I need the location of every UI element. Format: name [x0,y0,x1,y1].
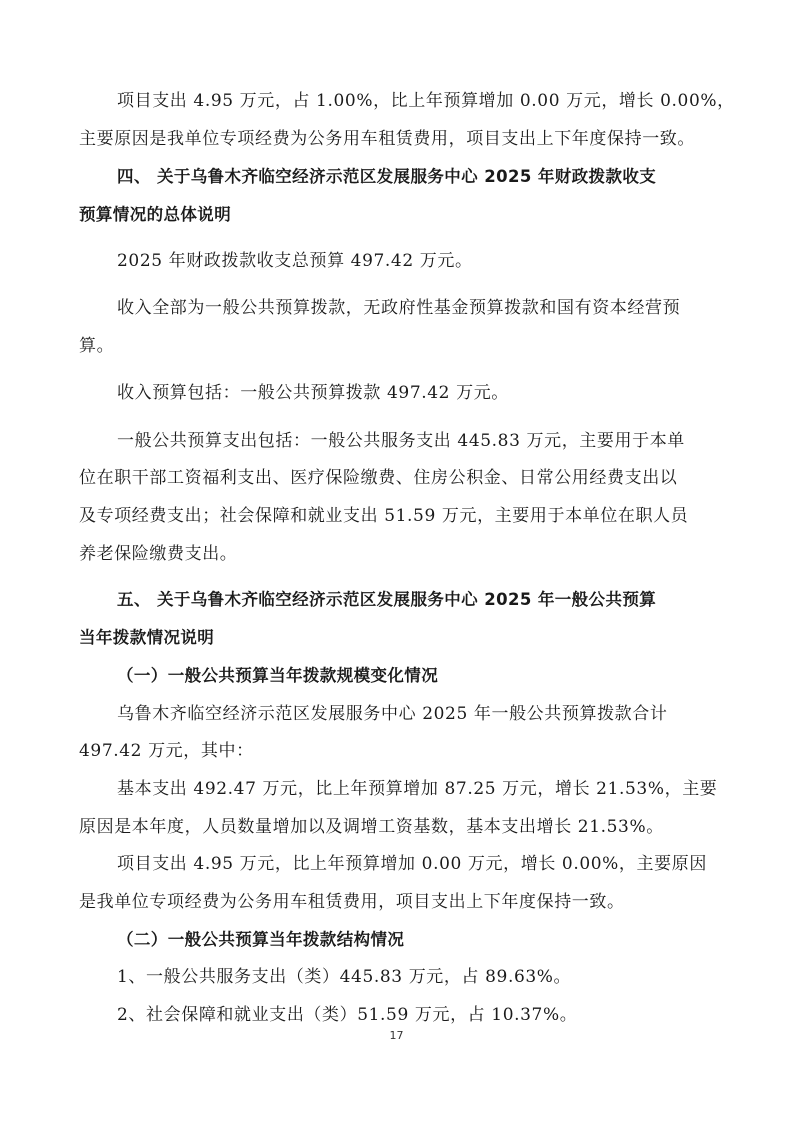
paragraph-line: 原因是本年度，人员数量增加以及调增工资基数，基本支出增长 21.53%。 [79,817,664,837]
paragraph-line: 基本支出 492.47 万元，比上年预算增加 87.25 万元，增长 21.53%，主要 [117,779,718,799]
paragraph-line: 2、社会保障和就业支出（类）51.59 万元，占 10.37%。 [117,1005,578,1025]
paragraph-line: 算。 [79,336,115,356]
section-heading: 预算情况的总体说明 [79,205,232,224]
paragraph-line: 1、一般公共服务支出（类）445.83 万元，占 89.63%。 [117,967,572,987]
section-heading: 当年拨款情况说明 [79,628,215,647]
paragraph-line: 及专项经费支出；社会保障和就业支出 51.59 万元，主要用于本单位在职人员 [79,506,689,526]
subsection-heading: （二）一般公共预算当年拨款结构情况 [117,930,405,949]
subsection-heading: （一）一般公共预算当年拨款规模变化情况 [117,666,439,685]
paragraph-line: 乌鲁木齐临空经济示范区发展服务中心 2025 年一般公共预算拨款合计 [117,704,668,724]
section-heading: 四、 关于乌鲁木齐临空经济示范区发展服务中心 2025 年财政拨款收支 [117,167,657,186]
paragraph-line: 位在职干部工资福利支出、医疗保险缴费、住房公积金、日常公用经费支出以 [79,468,678,488]
paragraph-line: 项目支出 4.95 万元，占 1.00%，比上年预算增加 0.00 万元，增长 0.00%， [117,91,735,111]
paragraph-line: 497.42 万元，其中： [79,741,254,761]
paragraph-line: 一般公共预算支出包括：一般公共服务支出 445.83 万元，主要用于本单 [117,431,685,451]
paragraph-line: 2025 年财政拨款收支总预算 497.42 万元。 [117,251,473,271]
page-number: 17 [389,1029,404,1042]
paragraph-line: 收入预算包括：一般公共预算拨款 497.42 万元。 [117,383,509,403]
section-heading: 五、 关于乌鲁木齐临空经济示范区发展服务中心 2025 年一般公共预算 [117,590,657,609]
paragraph-line: 收入全部为一般公共预算拨款，无政府性基金预算拨款和国有资本经营预 [117,298,681,318]
paragraph-line: 是我单位专项经费为公务用车租赁费用，项目支出上下年度保持一致。 [79,892,625,912]
paragraph-line: 主要原因是我单位专项经费为公务用车租赁费用，项目支出上下年度保持一致。 [79,129,695,149]
paragraph-line: 项目支出 4.95 万元，比上年预算增加 0.00 万元，增长 0.00%，主要原因 [117,854,707,874]
paragraph-line: 养老保险缴费支出。 [79,544,238,564]
